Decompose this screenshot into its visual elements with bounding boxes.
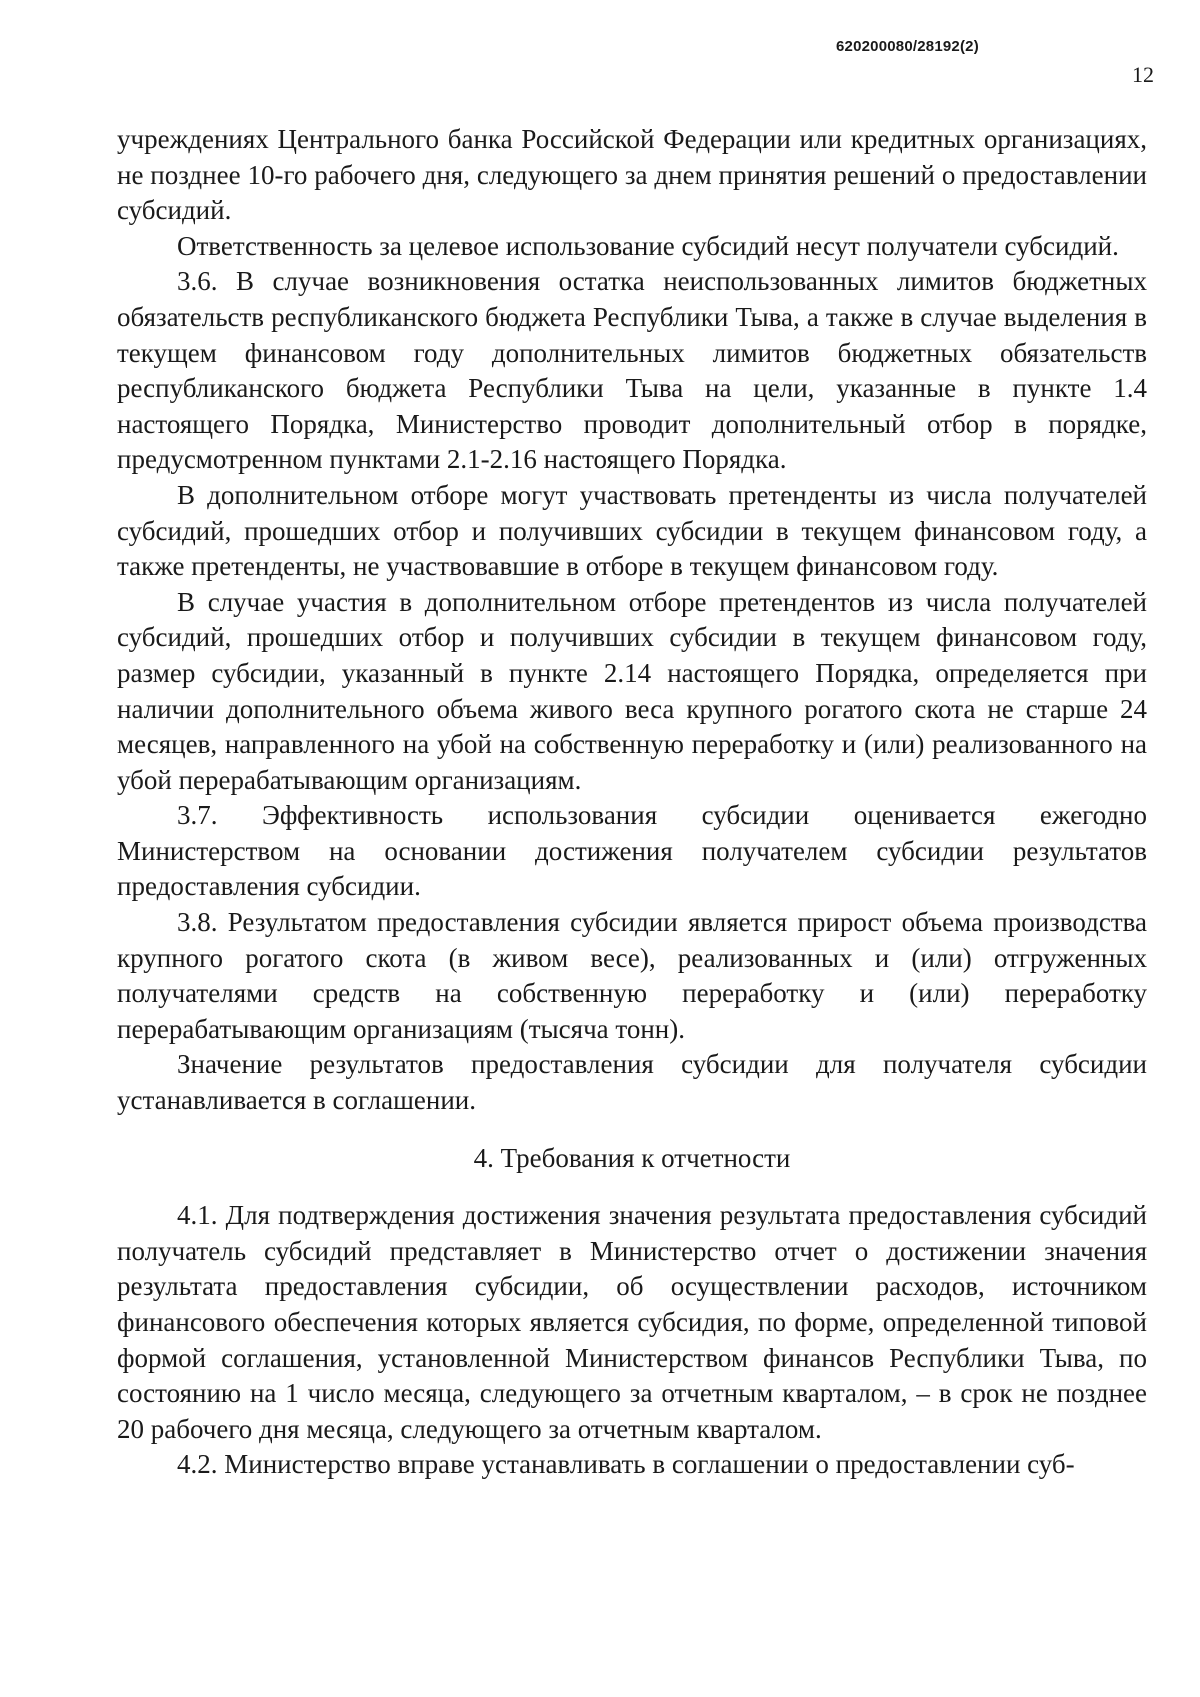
paragraph-responsibility: Ответственность за целевое использование субсидий несут получатели субсидий. xyxy=(177,230,1119,261)
page-number: 12 xyxy=(1132,62,1154,87)
paragraph-3-7: 3.7. Эффективность использования субсидии оценивается ежегодно Министерством на основании достижения получателем субсидии результатов предоставления субсидии. xyxy=(117,800,1147,902)
paragraph-additional-selection: В дополнительном отборе могут участвовать претенденты из числа получателей субсидий, прошедших отбор и получивших субсидии в текущем финансовом году, а также претенденты, не участвовавшие в отборе в текущем финансовом году. xyxy=(117,479,1147,582)
paragraph-3-8: 3.8. Результатом предоставления субсидии является прирост объема производства крупного рогатого скота (в живом весе), реализованных и (или) отгруженных получателями средств на собственную переработку и (или) переработку перерабатывающим организациям (тысяча тонн). xyxy=(117,907,1147,1044)
document-body xyxy=(117,122,1147,1483)
section-heading: 4. Требования к отчетности xyxy=(473,1142,791,1173)
document-code: 620200080/28192(2) xyxy=(836,38,979,55)
paragraph-4-1: 4.1. Для подтверждения достижения значения результата предоставления субсидий получатель субсидий представляет в Министерство отчет о достижении значения результата предоставления субсидии, об осуществлении расходов, источником финансового обеспечения которых является субсидия, по форме, определенной типовой формой соглашения, установленной Министерством финансов Республики Тыва, по состоянию на 1 число месяца, следующего за отчетным кварталом, – в срок не позднее 20 рабочего дня месяца, следующего за отчетным кварталом. xyxy=(117,1200,1147,1444)
paragraph-4-2: 4.2. Министерство вправе устанавливать в соглашении о предоставлении суб- xyxy=(177,1449,1075,1480)
paragraph-continuation: учреждениях Центрального банка Российской Федерации или кредитных организациях, не позднее 10-го рабочего дня, следующего за днем принятия решений о предоставлении субсидий. xyxy=(117,124,1147,226)
paragraph-participation: В случае участия в дополнительном отборе претендентов из числа получателей субсидий, прошедших отбор и получивших субсидии в текущем финансовом году, размер субсидии, указанный в пункте 2.14 настоящего Порядка, определяется при наличии дополнительного объема живого веса крупного рогатого скота не старше 24 месяцев, направленного на убой на собственную переработку и (или) реализованного на убой перерабатывающим организациям. xyxy=(117,586,1147,795)
paragraph-result-value: Значение результатов предоставления субсидии для получателя субсидии устанавливается в соглашении. xyxy=(117,1049,1147,1116)
paragraph-3-6: 3.6. В случае возникновения остатка неиспользованных лимитов бюджетных обязательств республиканского бюджета Республики Тыва, а также в случае выделения в текущем финансовом году дополнительных лимитов бюджетных обязательств республиканского бюджета Республики Тыва на цели, указанные в пункте 1.4 настоящего Порядка, Министерство проводит дополнительный отбор в порядке, предусмотренном пунктами 2.1-2.16 настоящего Порядка. xyxy=(117,266,1147,475)
